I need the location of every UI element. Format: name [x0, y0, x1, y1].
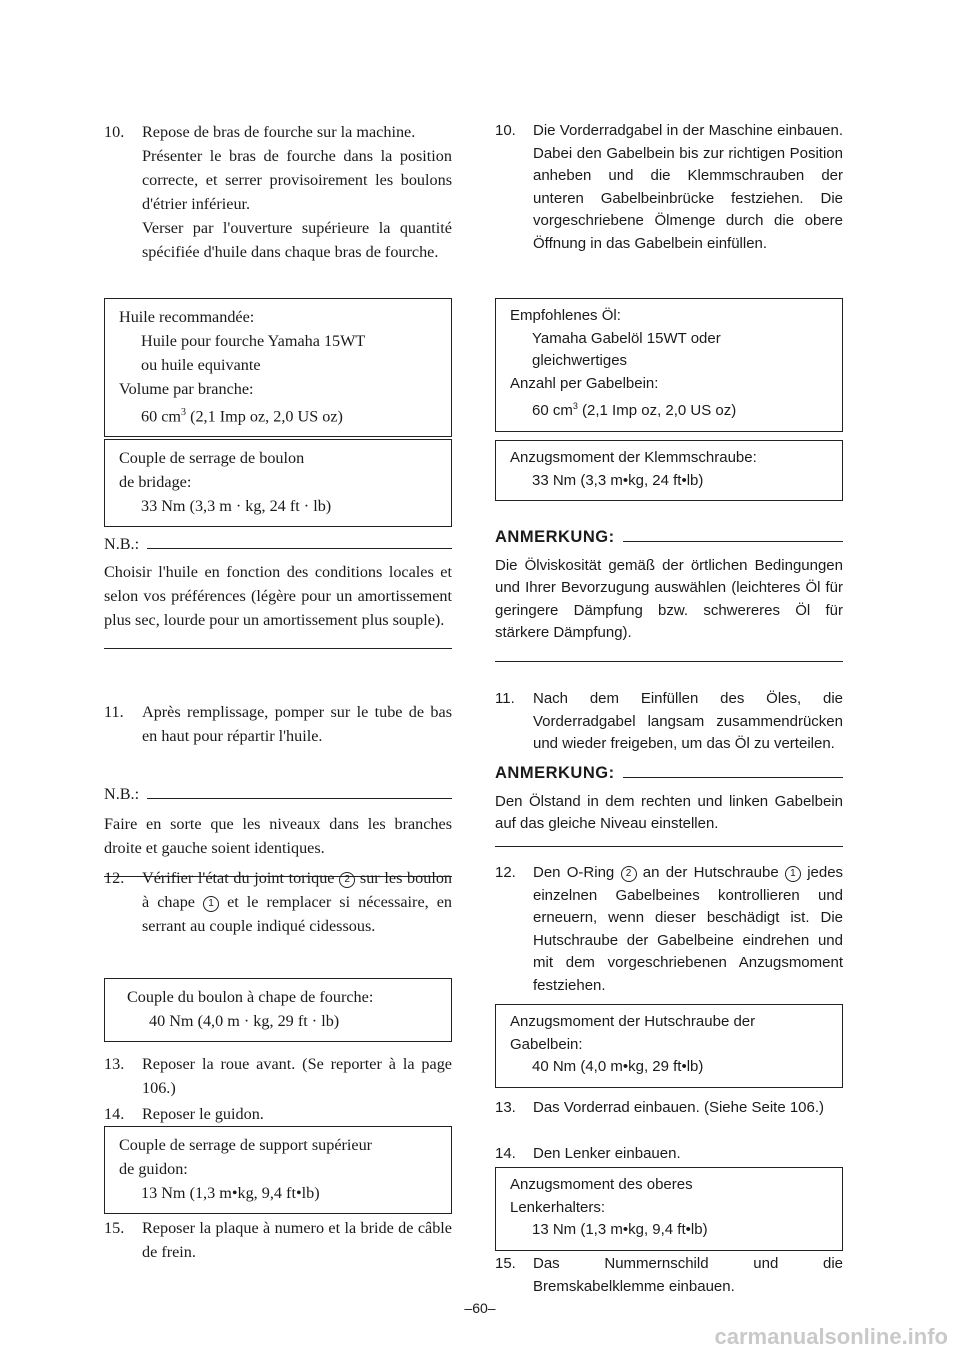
spec-value: Huile pour fourche Yamaha 15WT — [141, 332, 366, 350]
spec-label: Couple du boulon à chape de fourche: — [127, 988, 374, 1006]
fr-note-1 — [104, 532, 452, 649]
spec-label: Anzugsmoment der Hutschraube der — [510, 1013, 756, 1030]
step-text: Reposer la roue avant. (Se reporter à la page 106.) — [142, 1055, 452, 1097]
step-text: Nach dem Einfüllen des Öles, die Vorderradgabel langsam zusammendrücken und wieder freigeben, um das Öl zu verteilen. — [533, 690, 843, 752]
fr-step-15 — [104, 1216, 452, 1264]
de-step-15 — [495, 1253, 843, 1298]
de-note-1 — [495, 526, 843, 662]
fr-torque-box-chape — [104, 978, 452, 1042]
step-text: Reposer la plaque à numero et la bride de câble de frein. — [142, 1219, 452, 1261]
de-oil-spec-box — [495, 298, 843, 432]
fr-step-10 — [104, 120, 452, 264]
spec-value: 60 $cm^3$ (2,1 Imp oz, 2,0 US oz) — [532, 401, 737, 419]
step-number: 12. — [495, 864, 516, 881]
page-number: –60– — [464, 1300, 496, 1316]
spec-label: Gabelbein: — [510, 1035, 583, 1053]
spec-label: Anzugsmoment der Klemmschraube: — [510, 449, 757, 466]
step-title: Repose de bras de fourche sur la machine. — [142, 123, 416, 141]
callout-1-icon: 1 — [203, 896, 219, 912]
de-torque-box-klemm — [495, 440, 843, 501]
step-paragraph: Présenter le bras de fourche dans la position correcte, et serrer provisoirement les boulons d'étrier inférieur. — [142, 147, 452, 213]
spec-value: gleichwertiges — [532, 352, 628, 369]
de-step-11 — [495, 688, 843, 756]
note-text: Die Ölviskosität gemäß der örtlichen Bedingungen und Ihrer Bevorzugung auswählen (leichteres Öl für geringere Dämpfung bzw. schwereres Öl für stärkere Dämpfung). — [495, 556, 843, 641]
spec-label: de guidon: — [119, 1160, 188, 1178]
fr-step-11 — [104, 700, 452, 748]
de-torque-box-lenker — [495, 1167, 843, 1251]
step-paragraph: Verser par l'ouverture supérieure la quantité spécifiée d'huile dans chaque bras de fourche. — [142, 219, 452, 261]
fr-torque-box-bridage — [104, 439, 452, 527]
spec-label: Couple de serrage de support supérieur — [119, 1136, 373, 1154]
step-number: 13. — [495, 1099, 516, 1116]
spec-value: 40 Nm (4,0 m · kg, 29 ft · lb) — [149, 1012, 340, 1030]
step-number: 14. — [104, 1105, 125, 1123]
spec-value: 33 Nm (3,3 m · kg, 24 ft · lb) — [141, 497, 332, 515]
note-heading: N.B.: — [104, 785, 140, 803]
step-text: Das Nummernschild und die Bremskabelklemme einbauen. — [533, 1255, 843, 1295]
step-number: 11. — [495, 690, 515, 707]
spec-label: Anzugsmoment des oberes — [510, 1176, 693, 1193]
step-number: 10. — [104, 123, 125, 141]
de-note-2 — [495, 762, 843, 847]
note-heading: ANMERKUNG: — [495, 528, 615, 546]
step-number: 10. — [495, 122, 516, 139]
note-text: Faire en sorte que les niveaux dans les branches droite et gauche soient identiques. — [104, 815, 452, 857]
spec-label: Lenkerhalters: — [510, 1198, 606, 1216]
spec-value: Yamaha Gabelöl 15WT oder — [532, 329, 721, 347]
fr-torque-box-guidon — [104, 1126, 452, 1214]
step-text: Den Lenker einbauen. — [533, 1145, 681, 1162]
fr-step-13 — [104, 1052, 452, 1100]
de-step-10 — [495, 120, 843, 255]
fr-step-12 — [104, 866, 452, 938]
spec-label: Anzahl per Gabelbein: — [510, 374, 659, 392]
step-number: 12. — [104, 869, 125, 887]
spec-label: Volume par branche: — [119, 380, 254, 398]
step-number: 14. — [495, 1145, 516, 1162]
spec-value: 40 Nm (4,0 m•kg, 29 ft•lb) — [532, 1058, 704, 1075]
step-text: Après remplissage, pomper sur le tube de bas en haut pour répartir l'huile. — [142, 703, 452, 745]
note-text: Den Ölstand in dem rechten und linken Gabelbein auf das gleiche Niveau einstellen. — [495, 792, 843, 832]
note-heading: N.B.: — [104, 535, 140, 553]
spec-value: 13 Nm (1,3 m•kg, 9,4 ft•lb) — [141, 1184, 320, 1202]
de-step-13 — [495, 1097, 843, 1120]
spec-label: Huile recommandée: — [119, 308, 255, 326]
step-text: Das Vorderrad einbauen. (Siehe Seite 106.) — [533, 1099, 825, 1116]
fr-step-14 — [104, 1102, 452, 1126]
callout-2-icon: 2 — [621, 866, 637, 882]
fr-oil-spec-box — [104, 298, 452, 437]
de-torque-box-hutschraube — [495, 1004, 843, 1088]
step-number: 11. — [104, 703, 124, 721]
step-text: Die Vorderradgabel in der Maschine einbauen. Dabei den Gabelbein bis zur richtigen Position anheben und die Klemmschrauben der unteren Gabelbeinbrücke festziehen. Die vorgeschriebene Ölmenge durch die obere Öffnung in das Gabelbein einfüllen. — [533, 122, 843, 252]
de-step-12 — [495, 862, 843, 997]
spec-value: 60 $cm^3$ (2,1 Imp oz, 2,0 US oz) — [141, 407, 343, 426]
step-number: 15. — [104, 1219, 125, 1237]
callout-2-icon: 2 — [339, 872, 355, 888]
callout-1-icon: 1 — [785, 866, 801, 882]
spec-value: 33 Nm (3,3 m•kg, 24 ft•lb) — [532, 471, 704, 489]
note-text: Choisir l'huile en fonction des conditions locales et selon vos préférences (légère pour un amortissement plus sec, lourde pour un amortissement plus souple). — [104, 563, 452, 629]
step-text: Vérifier l'état du joint torique 2 sur les boulon à chape 1 et le remplacer si nécessaire, en serrant au couple indiqué cidessous. — [142, 869, 453, 935]
spec-value: ou huile equivante — [141, 356, 261, 374]
step-number: 15. — [495, 1255, 516, 1272]
spec-label: Empfohlenes Öl: — [510, 307, 621, 324]
step-text: Reposer le guidon. — [142, 1105, 264, 1123]
spec-label: de bridage: — [119, 473, 192, 491]
note-heading: ANMERKUNG: — [495, 764, 615, 782]
spec-value: 13 Nm (1,3 m•kg, 9,4 ft•lb) — [532, 1221, 708, 1238]
spec-label: Couple de serrage de boulon — [119, 449, 305, 467]
de-step-14 — [495, 1143, 843, 1166]
fr-note-2 — [104, 782, 452, 877]
watermark: carmanualsonline.info — [714, 1324, 948, 1349]
step-number: 13. — [104, 1055, 125, 1073]
step-text: Den O-Ring 2 an der Hutschraube 1 jedes einzelnen Gabelbeines kontrollieren und erneuern, wenn dieser beschädigt ist. Die Hutschraube der Gabelbeine eindrehen und mit dem vorgeschriebenen Anzugsmoment festziehen. — [533, 864, 844, 994]
